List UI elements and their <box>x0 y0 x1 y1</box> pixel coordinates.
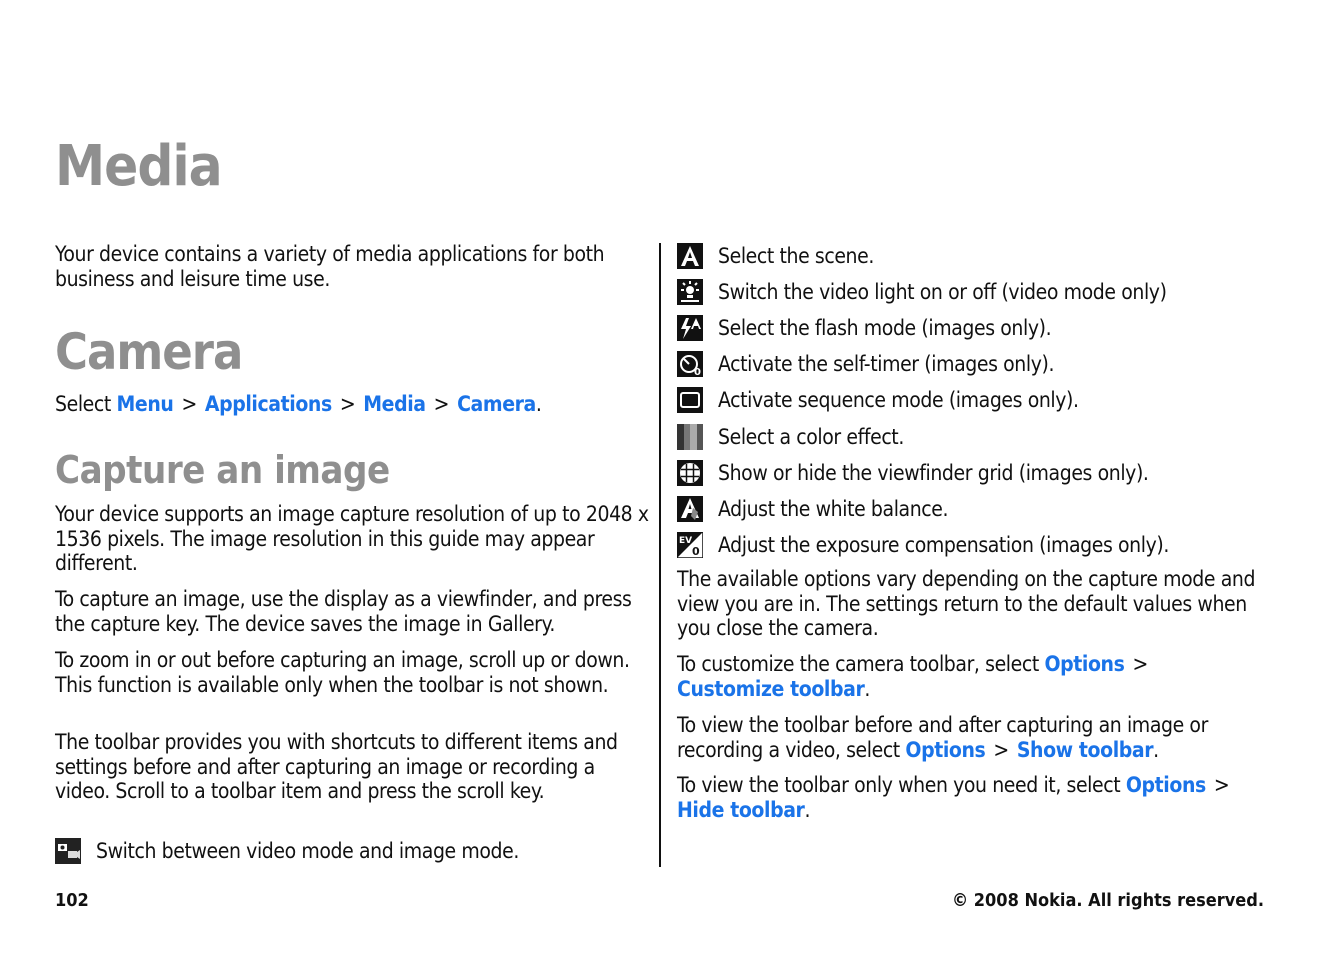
customize-toolbar-link[interactable]: Customize toolbar <box>677 676 865 701</box>
options-link[interactable]: Options <box>1125 773 1206 797</box>
hide-toolbar-paragraph <box>677 773 1277 822</box>
capture-paragraph-2: To capture an image, use the display as a viewfinder, and press the capture key. The device saves the image in Gallery. <box>55 587 632 636</box>
intro-paragraph: Your device contains a variety of media applications for both business and leisure time use. <box>55 242 605 291</box>
toolbar-item-text: Adjust the exposure compensation (images only). <box>718 533 1169 557</box>
path-separator: > <box>181 392 197 416</box>
path-separator: > <box>993 737 1009 762</box>
svg-text:0: 0 <box>694 367 701 377</box>
color-effect-icon <box>677 424 703 450</box>
menu-path <box>55 392 653 417</box>
path-separator: > <box>339 392 356 416</box>
page-number: 102 <box>55 890 89 911</box>
path-suffix: . <box>535 392 542 416</box>
period: . <box>1153 737 1159 762</box>
customize-text: To customize the camera toolbar, select <box>677 652 1039 676</box>
toolbar-item <box>677 494 948 524</box>
toolbar-item-text: Show or hide the viewfinder grid (images only). <box>718 461 1149 485</box>
toolbar-item-text: Select the flash mode (images only). <box>718 316 1052 340</box>
toolbar-item <box>677 313 1051 343</box>
capture-paragraph-3: To zoom in or out before capturing an image, scroll up or down. This function is available only when the toolbar is not shown. <box>55 648 630 697</box>
customize-paragraph <box>677 652 1277 701</box>
white-balance-icon <box>677 496 703 522</box>
camera-heading: Camera <box>55 323 243 381</box>
show-toolbar-link[interactable]: Show toolbar <box>1016 737 1154 762</box>
exposure-compensation-icon <box>677 532 703 558</box>
video-image-mode-icon <box>55 838 81 864</box>
toolbar-item-text: Select a color effect. <box>718 425 904 449</box>
hide-toolbar-text: To view the toolbar only when you need it, select <box>677 773 1121 797</box>
options-paragraph: The available options vary depending on the capture mode and view you are in. The settings return to the default values when you close the camera. <box>677 567 1256 640</box>
flash-mode-icon <box>677 315 703 341</box>
path-link-media[interactable]: Media <box>363 392 426 416</box>
toolbar-item-text: Switch between video mode and image mode. <box>96 839 519 863</box>
path-separator: > <box>1213 773 1230 797</box>
period: . <box>804 797 811 822</box>
toolbar-item-text: Activate the self-timer (images only). <box>718 352 1055 376</box>
show-toolbar-text: To view the toolbar before and after capturing an image or recording a video, select <box>677 713 1208 762</box>
path-link-applications[interactable]: Applications <box>204 392 332 416</box>
path-prefix: Select <box>55 392 111 416</box>
capture-paragraph-4: The toolbar provides you with shortcuts to different items and settings before and after capturing an image or recording a video. Scroll to a toolbar item and press the scroll key. <box>55 730 618 803</box>
show-toolbar-paragraph <box>677 713 1277 762</box>
hide-toolbar-link[interactable]: Hide toolbar <box>677 797 805 822</box>
options-link[interactable]: Options <box>1044 652 1125 676</box>
toolbar-item <box>677 422 904 452</box>
toolbar-item <box>677 277 1167 307</box>
copyright: © 2008 Nokia. All rights reserved. <box>951 890 1264 911</box>
toolbar-item-text: Switch the video light on or off (video mode only) <box>718 280 1167 304</box>
viewfinder-grid-icon <box>677 460 703 486</box>
toolbar-item <box>677 458 1149 488</box>
path-link-camera[interactable]: Camera <box>457 392 536 416</box>
toolbar-item <box>55 836 519 866</box>
toolbar-item <box>677 241 874 271</box>
path-separator: > <box>1132 652 1148 676</box>
sequence-mode-icon <box>677 387 703 413</box>
toolbar-item <box>677 530 1169 560</box>
scene-icon <box>677 243 703 269</box>
toolbar-item-text: Activate sequence mode (images only). <box>718 388 1079 412</box>
page-title: Media <box>55 134 222 199</box>
toolbar-item-text: Select the scene. <box>718 244 874 268</box>
period: . <box>864 676 870 701</box>
options-link[interactable]: Options <box>905 737 986 762</box>
path-link-menu[interactable]: Menu <box>116 392 174 416</box>
capture-paragraph-1: Your device supports an image capture resolution of up to 2048 x 1536 pixels. The image resolution in this guide may appear different. <box>55 502 649 575</box>
column-divider <box>659 243 661 867</box>
toolbar-item <box>677 385 1079 415</box>
capture-heading: Capture an image <box>55 448 390 492</box>
path-separator: > <box>433 392 450 416</box>
svg-text:EV: EV <box>679 536 693 546</box>
video-light-icon <box>677 279 703 305</box>
self-timer-icon <box>677 351 703 377</box>
toolbar-item-text: Adjust the white balance. <box>718 497 949 521</box>
svg-text:0: 0 <box>692 545 700 558</box>
toolbar-item <box>677 349 1054 379</box>
